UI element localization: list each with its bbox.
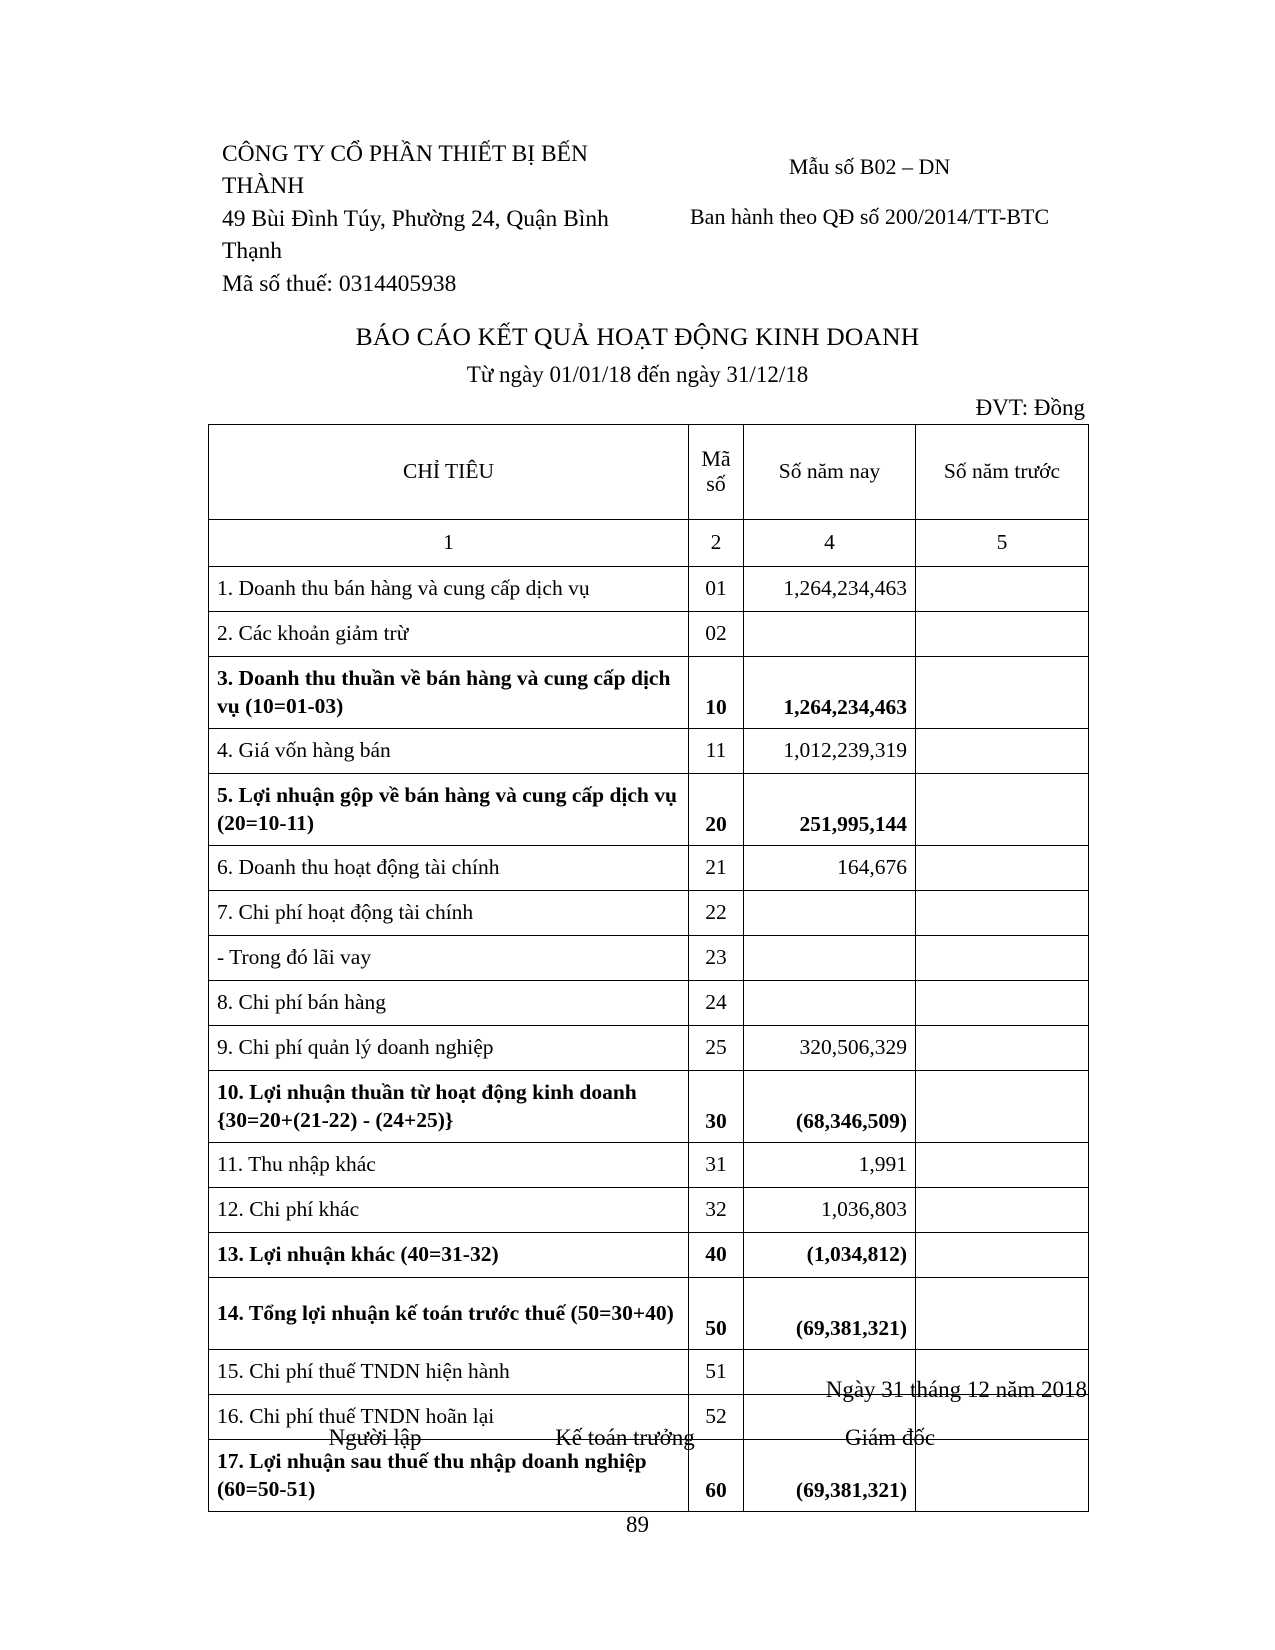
row-previous-year-value [916, 891, 1089, 936]
row-previous-year-value [916, 612, 1089, 657]
row-current-year-value: (69,381,321) [744, 1440, 916, 1512]
row-previous-year-value [916, 1233, 1089, 1278]
row-code: 32 [689, 1188, 744, 1233]
row-label: 15. Chi phí thuế TNDN hiện hành [209, 1350, 689, 1395]
row-previous-year-value [916, 1143, 1089, 1188]
document-header [222, 138, 1082, 300]
row-code: 01 [689, 567, 744, 612]
row-current-year-value: (68,346,509) [744, 1071, 916, 1143]
row-previous-year-value [916, 1278, 1089, 1350]
row-code: 31 [689, 1143, 744, 1188]
row-label: 6. Doanh thu hoạt động tài chính [209, 846, 689, 891]
signature-row [0, 1425, 1275, 1465]
row-label: 10. Lợi nhuận thuần từ hoạt động kinh doanh {30=20+(21-22) - (24+25)} [209, 1071, 689, 1143]
row-code: 40 [689, 1233, 744, 1278]
table-column-number-row [209, 520, 1089, 567]
table-row [209, 891, 1089, 936]
header-current-year: Số năm nay [744, 425, 916, 520]
row-previous-year-value [916, 729, 1089, 774]
row-code: 30 [689, 1071, 744, 1143]
column-number-4: 4 [744, 520, 916, 567]
row-code: 24 [689, 981, 744, 1026]
row-label: 12. Chi phí khác [209, 1188, 689, 1233]
row-code: 20 [689, 774, 744, 846]
column-number-5: 5 [916, 520, 1089, 567]
table-row [209, 1026, 1089, 1071]
row-label: 16. Chi phí thuế TNDN hoãn lại [209, 1395, 689, 1440]
table-body [209, 567, 1089, 1512]
row-code: 21 [689, 846, 744, 891]
row-previous-year-value [916, 981, 1089, 1026]
row-label: 11. Thu nhập khác [209, 1143, 689, 1188]
row-code: 23 [689, 936, 744, 981]
signing-date: Ngày 31 tháng 12 năm 2018 [825, 1377, 1087, 1402]
company-info [222, 138, 627, 300]
row-label: 1. Doanh thu bán hàng và cung cấp dịch vụ [209, 567, 689, 612]
row-previous-year-value [916, 846, 1089, 891]
signature-chief-accountant: Kế toán trưởng [555, 1425, 695, 1450]
row-current-year-value: 1,991 [744, 1143, 916, 1188]
form-issued-under: Ban hành theo QĐ số 200/2014/TT-BTC [690, 204, 1050, 230]
row-code: 60 [689, 1440, 744, 1512]
row-current-year-value [744, 612, 916, 657]
report-period: Từ ngày 01/01/18 đến ngày 31/12/18 [466, 362, 809, 387]
form-number: Mẫu số B02 – DN [788, 154, 951, 179]
row-label: 7. Chi phí hoạt động tài chính [209, 891, 689, 936]
row-current-year-value: 1,012,239,319 [744, 729, 916, 774]
table-row [209, 729, 1089, 774]
row-label: 2. Các khoản giảm trừ [209, 612, 689, 657]
currency-unit-label: ĐVT: Đồng [975, 395, 1085, 420]
page-title: BÁO CÁO KẾT QUẢ HOẠT ĐỘNG KINH DOANH [355, 322, 920, 351]
row-current-year-value: 164,676 [744, 846, 916, 891]
row-current-year-value: 1,264,234,463 [744, 567, 916, 612]
signature-director: Giám đốc [844, 1425, 936, 1450]
company-tax-code: Mã số thuế: 0314405938 [222, 270, 457, 297]
income-statement-table [208, 424, 1089, 1512]
row-label: 17. Lợi nhuận sau thuế thu nhập doanh nghiệp (60=50-51) [209, 1440, 689, 1512]
row-label: - Trong đó lãi vay [209, 936, 689, 981]
signature-preparer: Người lập [328, 1425, 422, 1450]
table-row [209, 567, 1089, 612]
row-current-year-value: (1,034,812) [744, 1233, 916, 1278]
row-label: 14. Tổng lợi nhuận kế toán trước thuế (50=30+40) [209, 1278, 689, 1350]
table-row [209, 936, 1089, 981]
table-row [209, 1188, 1089, 1233]
row-label: 4. Giá vốn hàng bán [209, 729, 689, 774]
header-code: Mã số [689, 425, 744, 520]
table-row [209, 1233, 1089, 1278]
row-code: 25 [689, 1026, 744, 1071]
page-number: 89 [626, 1512, 649, 1537]
table-row [209, 981, 1089, 1026]
row-current-year-value: 320,506,329 [744, 1026, 916, 1071]
row-code: 02 [689, 612, 744, 657]
row-previous-year-value [916, 567, 1089, 612]
table-row [209, 1143, 1089, 1188]
table-row [209, 657, 1089, 729]
header-indicator: CHỈ TIÊU [209, 425, 689, 520]
row-current-year-value: 1,036,803 [744, 1188, 916, 1233]
row-previous-year-value [916, 936, 1089, 981]
company-address: 49 Bùi Đình Túy, Phường 24, Quận Bình Thạnh [222, 205, 609, 265]
header-previous-year: Số năm trước [916, 425, 1089, 520]
form-info [657, 138, 1082, 300]
column-number-2: 2 [689, 520, 744, 567]
row-current-year-value [744, 936, 916, 981]
row-previous-year-value [916, 774, 1089, 846]
table-row [209, 774, 1089, 846]
row-previous-year-value [916, 1188, 1089, 1233]
table-row [209, 846, 1089, 891]
row-code: 10 [689, 657, 744, 729]
company-name: CÔNG TY CỔ PHẦN THIẾT BỊ BẾN THÀNH [222, 141, 589, 200]
row-code: 11 [689, 729, 744, 774]
row-previous-year-value [916, 1026, 1089, 1071]
row-current-year-value [744, 891, 916, 936]
row-code: 51 [689, 1350, 744, 1395]
row-current-year-value: 1,264,234,463 [744, 657, 916, 729]
row-previous-year-value [916, 657, 1089, 729]
row-code: 52 [689, 1395, 744, 1440]
row-label: 5. Lợi nhuận gộp về bán hàng và cung cấp dịch vụ (20=10-11) [209, 774, 689, 846]
column-number-1: 1 [209, 520, 689, 567]
table-header-row [209, 425, 1089, 520]
row-current-year-value: 251,995,144 [744, 774, 916, 846]
row-code: 50 [689, 1278, 744, 1350]
row-previous-year-value [916, 1071, 1089, 1143]
row-label: 3. Doanh thu thuần về bán hàng và cung cấp dịch vụ (10=01-03) [209, 657, 689, 729]
row-label: 9. Chi phí quản lý doanh nghiệp [209, 1026, 689, 1071]
row-label: 8. Chi phí bán hàng [209, 981, 689, 1026]
table-row [209, 1278, 1089, 1350]
table-row [209, 1071, 1089, 1143]
table-row [209, 612, 1089, 657]
row-code: 22 [689, 891, 744, 936]
row-current-year-value [744, 981, 916, 1026]
row-current-year-value: (69,381,321) [744, 1278, 916, 1350]
row-label: 13. Lợi nhuận khác (40=31-32) [209, 1233, 689, 1278]
